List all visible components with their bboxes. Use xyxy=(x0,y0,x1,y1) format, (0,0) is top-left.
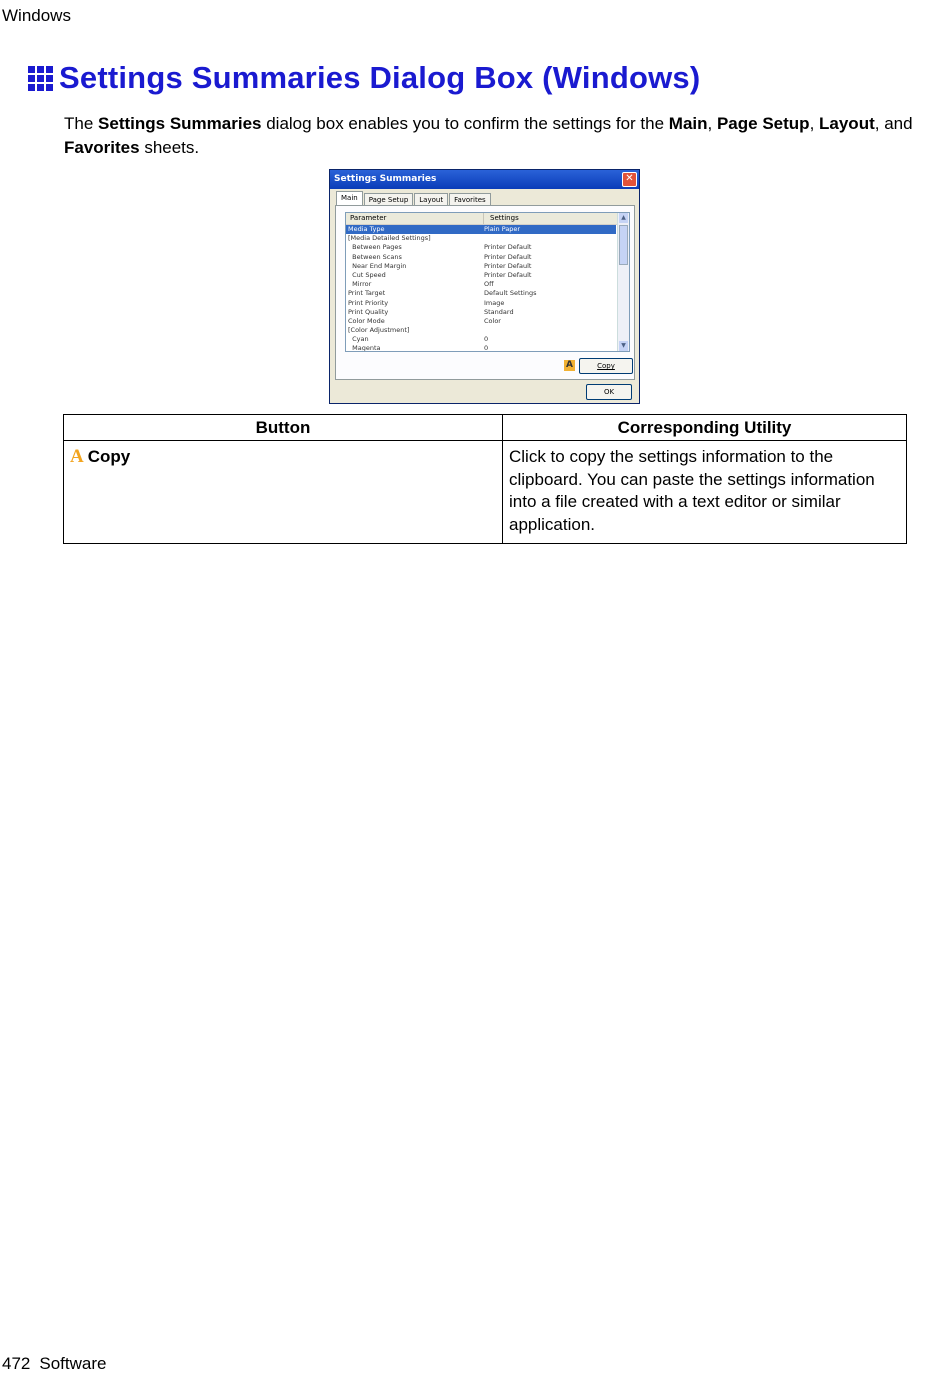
page-footer xyxy=(2,1354,106,1374)
parameter-cell: Between Scans xyxy=(348,252,402,261)
list-item[interactable] xyxy=(346,262,616,271)
parameter-cell: Print Target xyxy=(348,289,386,298)
ok-button[interactable]: OK xyxy=(586,384,632,400)
parameter-cell: Print Priority xyxy=(348,298,389,307)
settings-cell: Printer Default xyxy=(484,270,532,279)
settings-cell: 0 xyxy=(484,335,489,344)
term-favorites: Favorites xyxy=(64,138,140,157)
list-header xyxy=(346,213,629,225)
parameter-cell: Near End Margin xyxy=(348,261,407,270)
button-cell xyxy=(64,441,503,544)
tab-main[interactable]: Main xyxy=(336,191,363,206)
list-item[interactable] xyxy=(346,280,616,289)
copy-button[interactable]: Copy xyxy=(579,358,633,374)
column-header-parameter[interactable]: Parameter xyxy=(346,213,484,224)
parameter-cell: [Color Adjustment] xyxy=(348,326,410,335)
dialog-title-bar xyxy=(330,170,639,189)
settings-cell: Plain Paper xyxy=(484,225,521,233)
scrollbar[interactable] xyxy=(617,213,629,351)
settings-cell: Printer Default xyxy=(484,252,532,261)
table-row xyxy=(64,441,907,544)
close-icon[interactable]: ✕ xyxy=(622,172,637,187)
list-item[interactable] xyxy=(346,289,616,298)
scroll-thumb[interactable] xyxy=(619,225,628,265)
column-header-utility: Corresponding Utility xyxy=(503,415,907,441)
intro-paragraph: The Settings Summaries dialog box enables you to confirm the settings for the Main, Page Setup, Layout, and Favorites sheets. xyxy=(64,114,913,157)
parameter-cell: Media Type xyxy=(348,225,385,233)
list-item[interactable] xyxy=(346,317,616,326)
settings-cell: Off xyxy=(484,280,494,289)
parameter-cell: Print Quality xyxy=(348,307,389,316)
section-name: Software xyxy=(39,1354,107,1373)
table-header-row xyxy=(64,415,907,441)
callout-marker-a: A xyxy=(564,360,575,371)
parameter-cell: [Media Detailed Settings] xyxy=(348,234,431,243)
list-item[interactable] xyxy=(346,225,616,234)
settings-cell: Printer Default xyxy=(484,243,532,252)
list-rows xyxy=(346,225,616,352)
parameter-cell: Cut Speed xyxy=(348,270,386,279)
list-item[interactable] xyxy=(346,299,616,308)
button-utility-table xyxy=(63,414,907,544)
running-header: Windows xyxy=(2,6,71,25)
tab-favorites[interactable]: Favorites xyxy=(449,193,491,206)
scroll-up-icon[interactable]: ▲ xyxy=(619,213,628,223)
settings-cell: 0 xyxy=(484,344,489,352)
parameter-cell: Mirror xyxy=(348,280,372,289)
section-heading xyxy=(28,60,700,96)
parameter-cell: Magenta xyxy=(348,344,381,352)
settings-cell: Image xyxy=(484,298,505,307)
list-item[interactable] xyxy=(346,308,616,317)
tab-layout[interactable]: Layout xyxy=(414,193,448,206)
term-layout: Layout xyxy=(819,114,875,133)
list-item[interactable] xyxy=(346,234,616,243)
dialog-title: Settings Summaries xyxy=(334,174,437,184)
list-item[interactable] xyxy=(346,253,616,262)
term-settings-summaries: Settings Summaries xyxy=(98,114,262,133)
column-header-button: Button xyxy=(64,415,503,441)
parameter-cell: Between Pages xyxy=(348,243,402,252)
settings-cell: Standard xyxy=(484,307,514,316)
term-page-setup: Page Setup xyxy=(716,114,810,133)
list-item[interactable] xyxy=(346,271,616,280)
settings-cell: Printer Default xyxy=(484,261,532,270)
page-number: 472 xyxy=(2,1354,31,1373)
parameter-cell: Cyan xyxy=(348,335,369,344)
settings-cell: Default Settings xyxy=(484,289,537,298)
page-title: Settings Summaries Dialog Box (Windows) xyxy=(59,60,701,95)
list-item[interactable] xyxy=(346,344,616,352)
term-main: Main xyxy=(668,114,708,133)
list-item[interactable] xyxy=(346,326,616,335)
callout-marker-a: A xyxy=(70,446,84,467)
scroll-down-icon[interactable]: ▼ xyxy=(619,341,628,351)
button-name: Copy xyxy=(87,447,131,466)
settings-summaries-dialog-screenshot xyxy=(329,169,640,404)
tab-page-setup[interactable]: Page Setup xyxy=(364,193,414,206)
settings-cell: Color xyxy=(484,316,501,325)
settings-list[interactable] xyxy=(345,212,630,352)
tab-panel xyxy=(335,205,635,380)
column-header-settings[interactable]: Settings xyxy=(490,214,519,222)
grid-bullet-icon xyxy=(28,66,53,91)
list-item[interactable] xyxy=(346,243,616,252)
list-item[interactable] xyxy=(346,335,616,344)
parameter-cell: Color Mode xyxy=(348,316,385,325)
utility-description: Click to copy the settings information to the clipboard. You can paste the settings information into a file created with a text editor or similar application. xyxy=(503,441,907,544)
